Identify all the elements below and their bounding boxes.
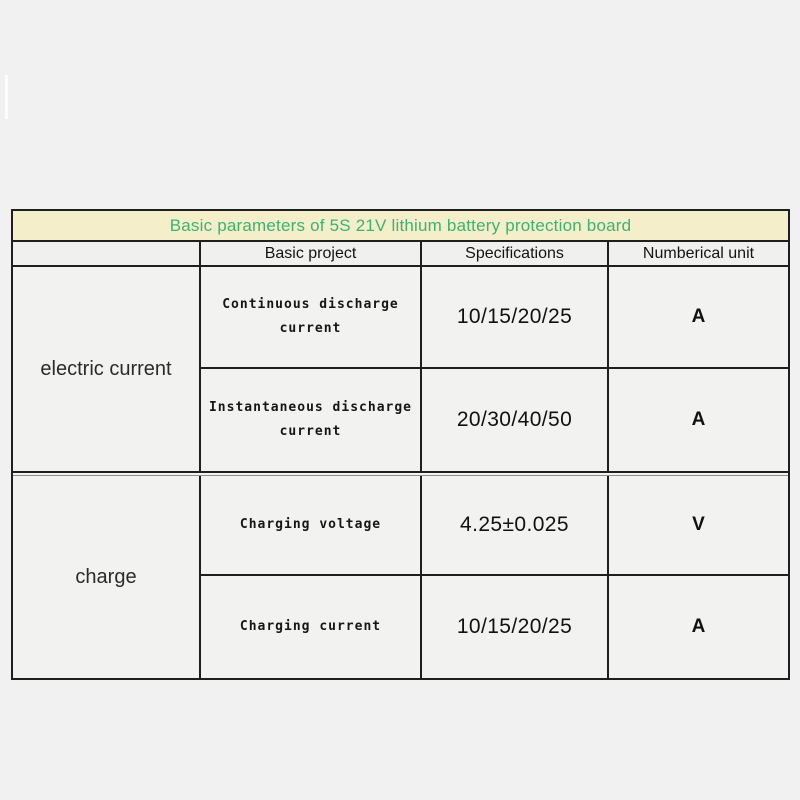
cell-spec-continuous-discharge: 10/15/20/25 <box>420 267 607 369</box>
cell-unit-continuous-discharge: A <box>607 267 788 369</box>
cell-project-continuous-discharge <box>199 267 420 369</box>
table-title: Basic parameters of 5S 21V lithium battery protection board <box>13 211 788 242</box>
header-cell-numberical-unit: Numberical unit <box>607 242 788 265</box>
project-text: Continuous discharge current <box>222 296 399 336</box>
cell-project-instantaneous-discharge <box>199 369 420 471</box>
row-label-electric-current <box>13 267 199 471</box>
cell-project-charging-voltage <box>199 476 420 576</box>
cell-project-charging-current <box>199 576 420 678</box>
header-cell-blank <box>13 242 199 265</box>
left-edge-white-bar <box>5 75 8 119</box>
cell-spec-instantaneous-discharge: 20/30/40/50 <box>420 369 607 471</box>
cell-unit-charging-current: A <box>607 576 788 678</box>
cell-spec-charging-voltage: 4.25±0.025 <box>420 476 607 576</box>
header-cell-specifications: Specifications <box>420 242 607 265</box>
table-header-row <box>13 242 788 267</box>
project-text: Instantaneous discharge current <box>208 399 412 439</box>
project-text: Charging current <box>239 618 382 634</box>
cell-unit-charging-voltage: V <box>607 476 788 576</box>
project-text: Charging voltage <box>239 516 382 532</box>
battery-spec-table <box>11 209 790 680</box>
section-electric-current <box>13 267 788 473</box>
cell-unit-instantaneous-discharge: A <box>607 369 788 471</box>
row-label-charge <box>13 476 199 678</box>
row-label-text: electric current <box>40 357 172 380</box>
header-cell-basic-project: Basic project <box>199 242 420 265</box>
section-charge <box>13 475 788 678</box>
cell-spec-charging-current: 10/15/20/25 <box>420 576 607 678</box>
row-label-text: charge <box>75 565 137 588</box>
